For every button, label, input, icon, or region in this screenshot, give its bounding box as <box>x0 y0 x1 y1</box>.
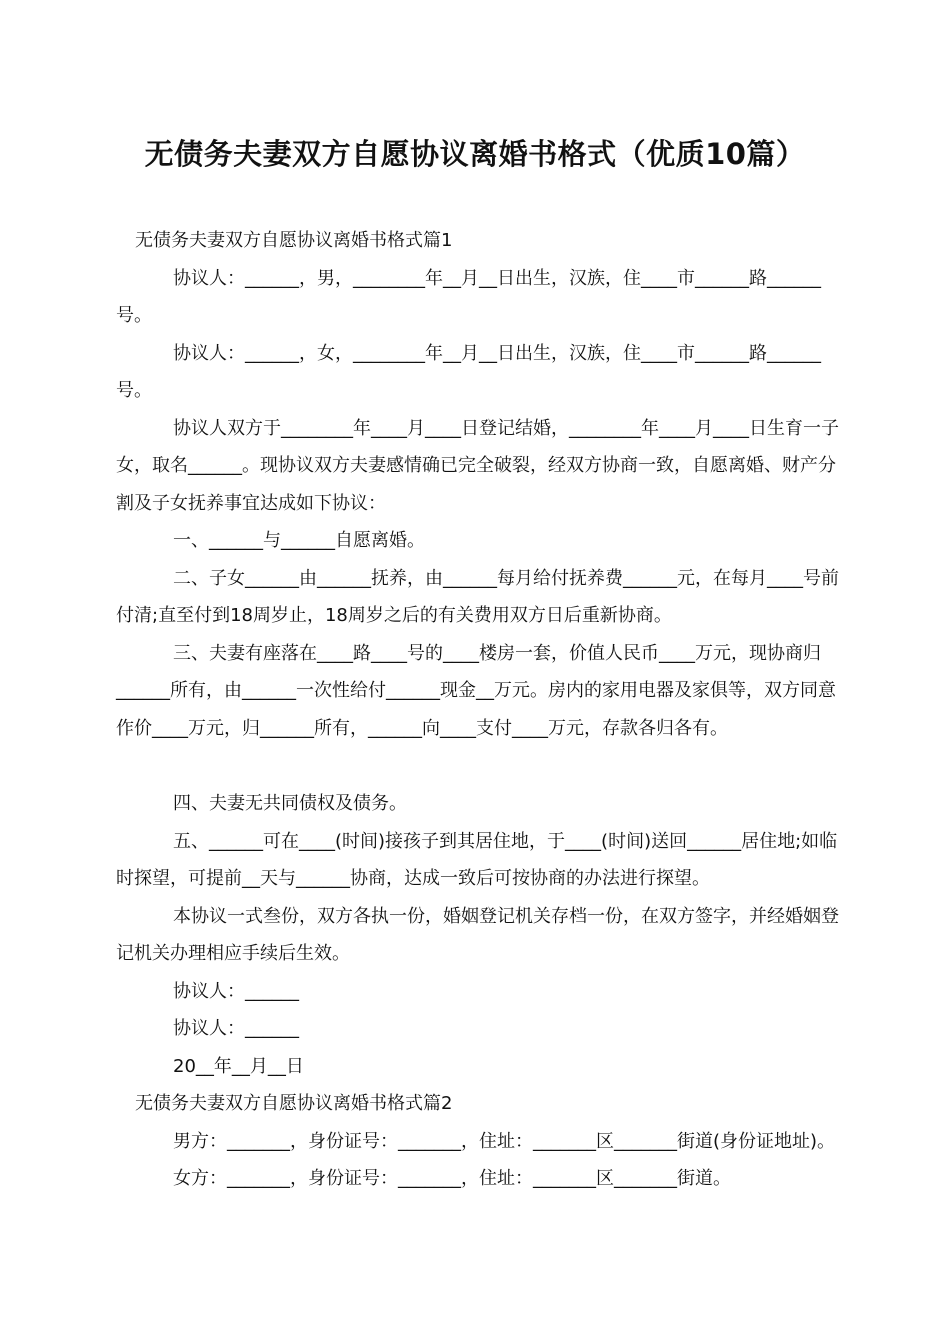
signature-line-1: 协议人：______ <box>173 980 299 1002</box>
date-line: 20__年__月__日 <box>173 1055 304 1077</box>
blank-line <box>116 747 850 785</box>
clause-3: 三、夫妻有座落在____路____号的____楼房一套，价值人民币____万元，现协商归______所有，由______一次性给付______现金__万元。房内的家用电器及家俱等，双方同意作价____万元，归______所有，______向____支付____万元，存款各归各有。 <box>116 642 836 739</box>
clause-5: 五、______可在____(时间)接孩子到其居住地，于____(时间)送回______居住地;如临时探望，可提前__天与______协商，达成一致后可按协商的办法进行探望。 <box>116 830 838 889</box>
party-2-paragraph: 协议人：______，女，________年__月__日出生，汉族，住____市______路______号。 <box>116 342 821 401</box>
document-body <box>116 222 850 1198</box>
clause-1: 一、______与______自愿离婚。 <box>173 530 425 551</box>
document-title: 无债务夫妻双方自愿协议离婚书格式（优质10篇） <box>144 137 806 171</box>
male-party-paragraph: 男方：_______，身份证号：_______，住址：_______区_______街道(身份证地址)。 <box>173 1130 836 1152</box>
clause-2: 二、子女______由______抚养，由______每月给付抚养费______元，在每月____号前付清;直至付到18周岁止，18周岁之后的有关费用双方日后重新协商。 <box>116 567 839 626</box>
effect-paragraph: 本协议一式叁份，双方各执一份，婚姻登记机关存档一份，在双方签字，并经婚姻登记机关办理相应手续后生效。 <box>116 905 839 964</box>
section-heading-2: 无债务夫妻双方自愿协议离婚书格式篇2 <box>135 1093 453 1114</box>
party-1-paragraph: 协议人：______，男，________年__月__日出生，汉族，住____市______路______号。 <box>116 267 821 326</box>
section-heading-1: 无债务夫妻双方自愿协议离婚书格式篇1 <box>135 230 453 251</box>
female-party-paragraph: 女方：_______，身份证号：_______，住址：_______区_______街道。 <box>173 1168 731 1189</box>
intro-paragraph: 协议人双方于________年____月____日登记结婚，________年____月____日生育一子女，取名______。现协议双方夫妻感情确已完全破裂，经双方协商一致，自愿离婚、财产分割及子女抚养事宜达成如下协议： <box>116 417 839 514</box>
signature-line-2: 协议人：______ <box>173 1018 299 1039</box>
clause-4: 四、夫妻无共同债权及债务。 <box>173 793 407 814</box>
